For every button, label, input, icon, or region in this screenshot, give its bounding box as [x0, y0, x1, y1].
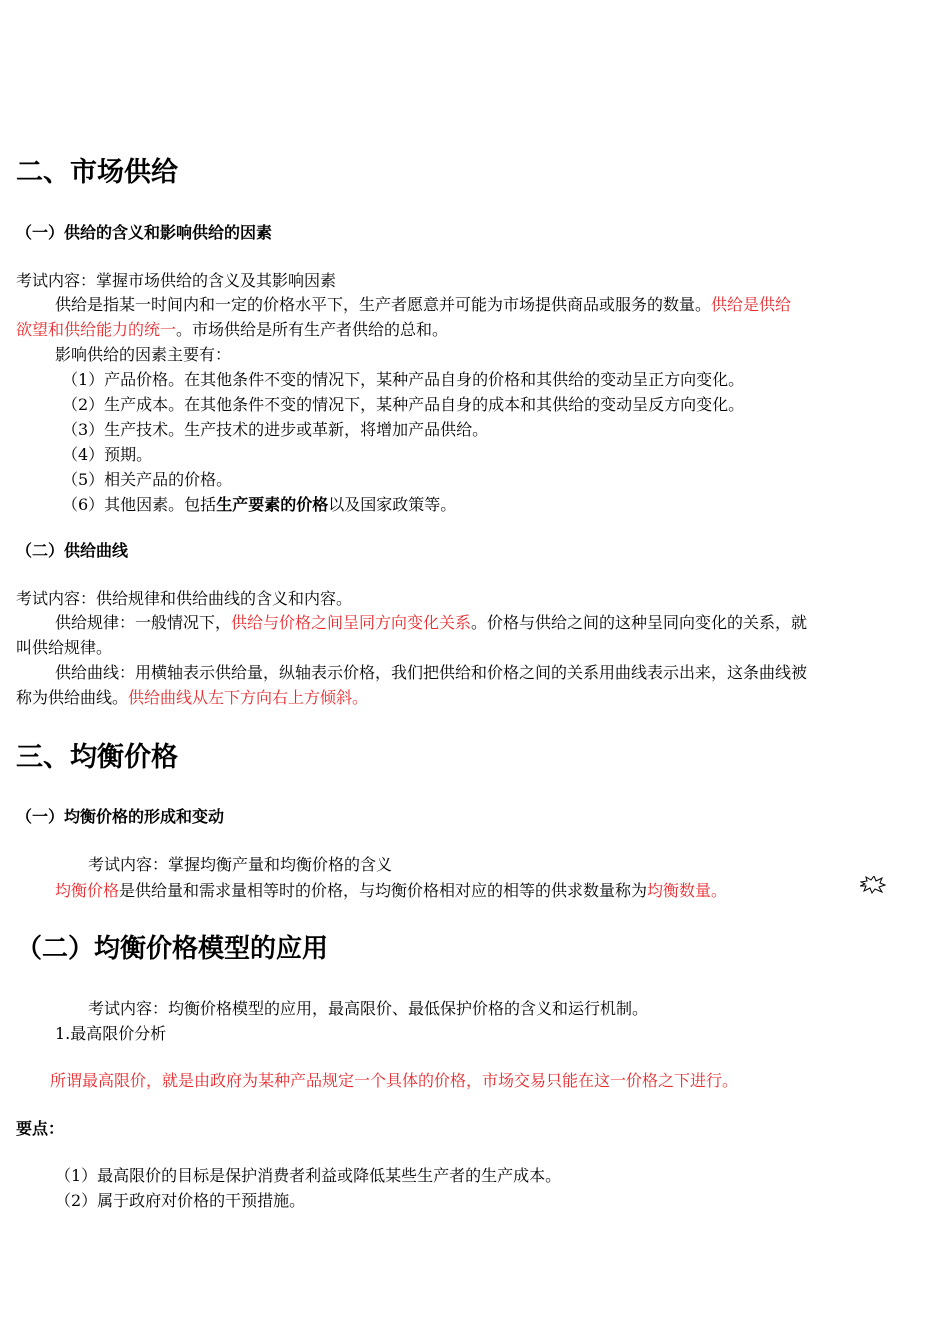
text-run-bold: 生产要素的价格 [216, 495, 329, 514]
subsection-title-supply-meaning: （一）供给的含义和影响供给的因素 [16, 223, 273, 242]
text-run-red: 供给是供给 [711, 295, 792, 314]
starburst-icon [860, 876, 886, 894]
factor-item: （2）生产成本。在其他条件不变的情况下，某种产品自身的成本和其供给的变动呈反方向变化。 [62, 395, 745, 414]
text-run: 。市场供给是所有生产者供给的总和。 [176, 320, 449, 339]
text-run: 是供给量和需求量相等时的价格，与均衡价格相对应的相等的供求数量称为 [119, 881, 648, 900]
equilibrium-definition [55, 878, 727, 903]
text-run: （6）其他因素。包括 [62, 495, 217, 514]
key-point-item: （2）属于政府对价格的干预措施。 [55, 1191, 306, 1210]
key-points-label: 要点： [16, 1119, 65, 1138]
text-run-red: 均衡数量。 [647, 881, 728, 900]
subsection-title-supply-curve: （二）供给曲线 [16, 541, 129, 560]
factors-intro: 影响供给的因素主要有： [55, 345, 232, 364]
exam-content: 考试内容：掌握均衡产量和均衡价格的含义 [88, 855, 393, 874]
exam-content: 考试内容：掌握市场供给的含义及其影响因素 [16, 271, 337, 290]
factor-item: （3）生产技术。生产技术的进步或革新，将增加产品供给。 [62, 420, 489, 439]
factor-item [62, 492, 456, 517]
exam-content: 考试内容：均衡价格模型的应用，最高限价、最低保护价格的含义和运行机制。 [88, 999, 649, 1018]
key-point-item: （1）最高限价的目标是保护消费者利益或降低某些生产者的生产成本。 [55, 1166, 562, 1185]
factor-item: （4）预期。 [62, 445, 153, 464]
supply-curve-line2 [16, 685, 368, 710]
section-title-market-supply: 二、市场供给 [16, 157, 178, 188]
subsection-title-equilibrium-model: （二）均衡价格模型的应用 [16, 934, 329, 964]
supply-curve-line1: 供给曲线：用横轴表示供给量，纵轴表示价格，我们把供给和价格之间的关系用曲线表示出来，这条曲线被 [55, 663, 808, 682]
text-run-red: 均衡价格 [55, 881, 120, 900]
text-run-red: 供给曲线从左下方向右上方倾斜。 [128, 688, 369, 707]
text-run-red: 供给与价格之间呈同方向变化关系 [231, 613, 472, 632]
price-ceiling-definition: 所谓最高限价，就是由政府为某种产品规定一个具体的价格，市场交易只能在这一价格之下进行。 [50, 1071, 739, 1090]
supply-law-line2: 叫供给规律。 [16, 638, 113, 657]
factor-item: （1）产品价格。在其他条件不变的情况下，某种产品自身的价格和其供给的变动呈正方向变化。 [62, 370, 745, 389]
text-run: 供给规律：一般情况下， [55, 613, 232, 632]
text-run: 以及国家政策等。 [328, 495, 457, 514]
subsection-title-equilibrium-formation: （一）均衡价格的形成和变动 [16, 807, 225, 826]
supply-definition-line1 [55, 292, 791, 317]
supply-law-line1 [55, 610, 807, 635]
text-run: 供给是指某一时间内和一定的价格水平下，生产者愿意并可能为市场提供商品或服务的数量。 [55, 295, 712, 314]
text-run: 。价格与供给之间的这种呈同向变化的关系，就 [471, 613, 808, 632]
factor-item: （5）相关产品的价格。 [62, 470, 233, 489]
exam-content: 考试内容：供给规律和供给曲线的含义和内容。 [16, 589, 353, 608]
list-item: 1.最高限价分析 [55, 1024, 167, 1043]
supply-definition-line2 [16, 317, 448, 342]
section-title-equilibrium-price: 三、均衡价格 [16, 742, 178, 773]
text-run-red: 欲望和供给能力的统一 [16, 320, 177, 339]
text-run: 称为供给曲线。 [16, 688, 129, 707]
